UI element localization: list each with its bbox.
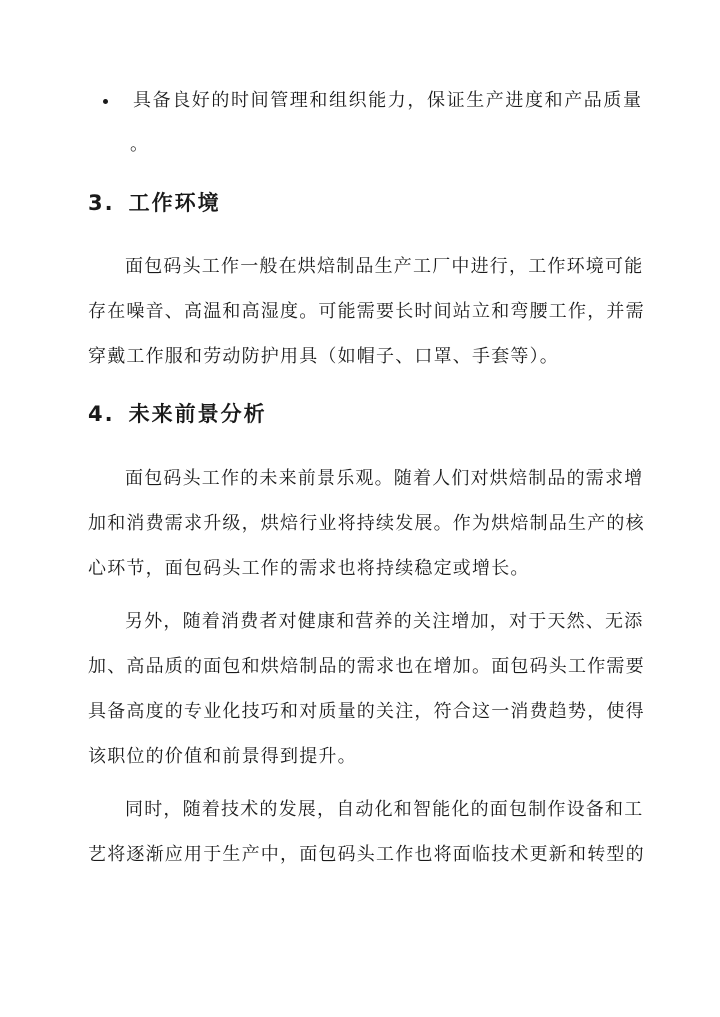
section-4-heading [88,399,267,429]
paragraph-line: 面包码头工作的未来前景乐观。随着人们对烘焙制品的需求增 [125,468,644,489]
paragraph-line: 心环节，面包码头工作的需求也将持续稳定或增长。 [88,558,530,579]
paragraph-line: 具备高度的专业化技巧和对质量的关注，符合这一消费趋势，使得 [88,701,645,722]
paragraph-line: 穿戴工作服和劳动防护用具（如帽子、口罩、手套等）。 [88,346,559,367]
section-3-title: 工作环境 [128,191,221,215]
section-4-paragraph-3 [88,797,648,887]
section-4-number: 4. [88,402,115,426]
paragraph-line: 同时，随着技术的发展，自动化和智能化的面包制作设备和工 [125,799,644,820]
paragraph-line: 加、高品质的面包和烘焙制品的需求也在增加。面包码头工作需要 [88,656,645,677]
paragraph-line: 面包码头工作一般在烘焙制品生产工厂中进行，工作环境可能 [125,256,644,277]
section-4-paragraph-2 [88,609,648,789]
paragraph-line: 加和消费需求升级，烘焙行业将持续发展。作为烘焙制品生产的核 [88,513,645,534]
section-3-paragraph [88,254,648,389]
section-4-paragraph-1 [88,466,648,601]
section-3-number: 3. [88,191,115,215]
paragraph-line: 另外，随着消费者对健康和营养的关注增加，对于天然、无添 [125,611,644,632]
section-3-heading [88,188,221,218]
paragraph-line: 存在噪音、高温和高湿度。可能需要长时间站立和弯腰工作，并需 [88,301,645,322]
bullet-dot-icon [103,99,108,104]
bullet-text-tail: 。 [130,134,148,155]
bullet-text: 具备良好的时间管理和组织能力，保证生产进度和产品质量 [133,90,643,111]
paragraph-line: 该职位的价值和前景得到提升。 [88,746,357,767]
paragraph-line: 艺将逐渐应用于生产中，面包码头工作也将面临技术更新和转型的 [88,844,645,865]
section-4-title: 未来前景分析 [128,402,267,426]
